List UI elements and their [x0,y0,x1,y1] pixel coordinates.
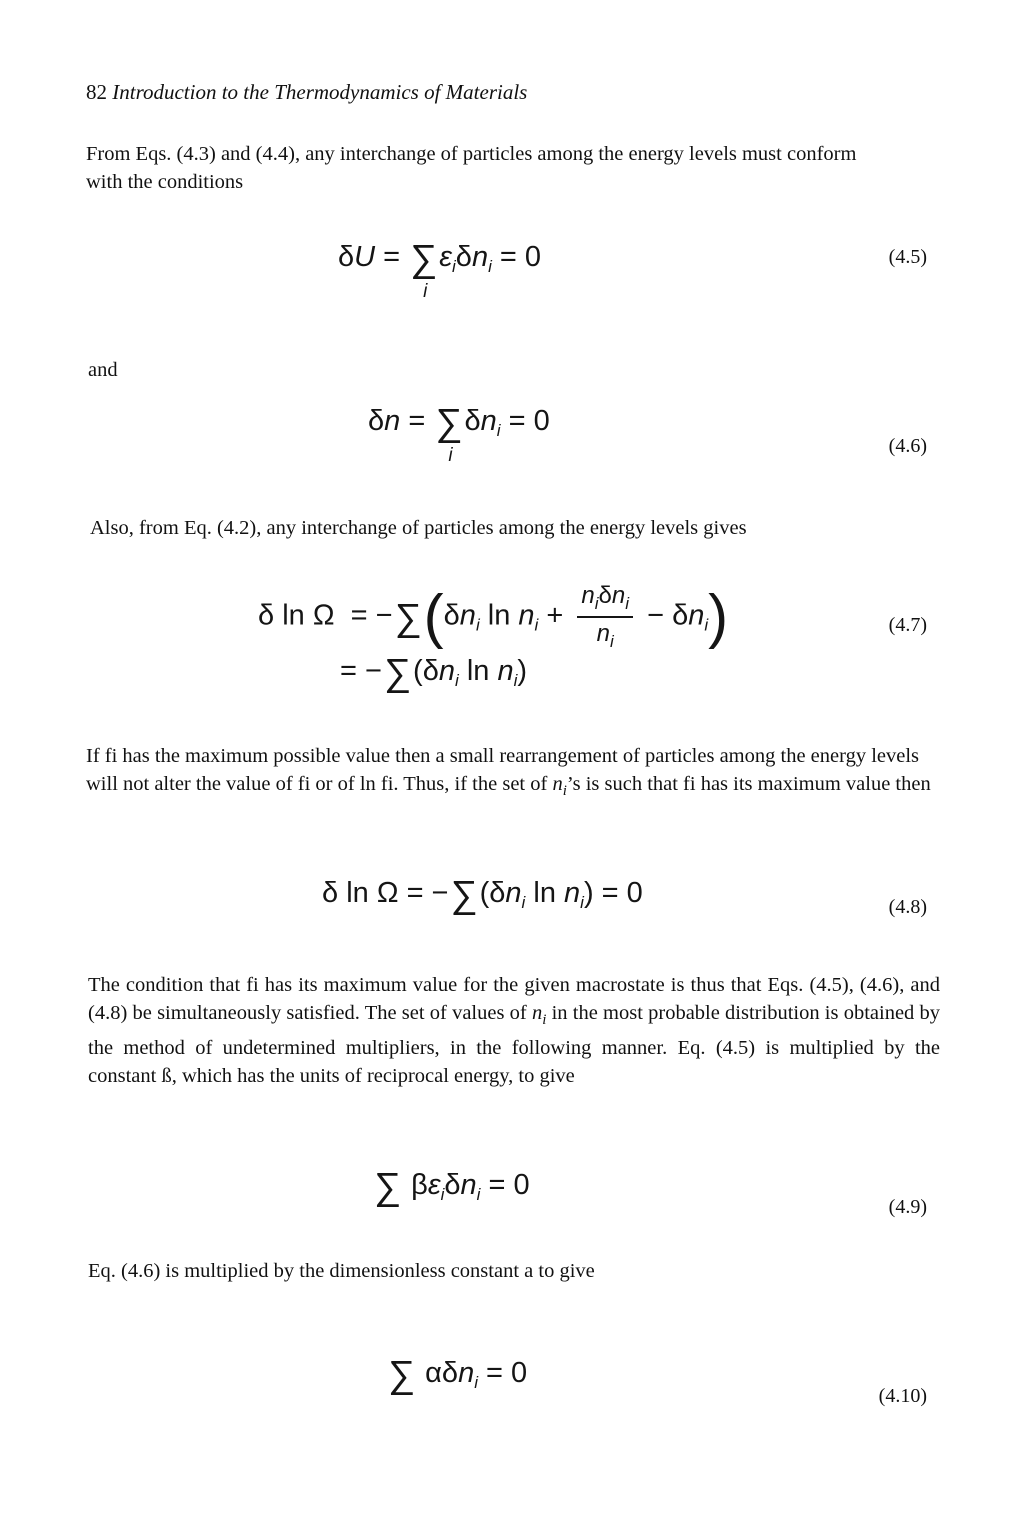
ni-symbol: $n_i$ [552,773,567,800]
paragraph-4-text-a: The condition that fi has its maximum value for the given macrostate is thus that Eqs. (4.5), (4.6), and (4.8) be simultaneously satisfied. The set of values of [88,974,940,1024]
connector-and: and [88,359,118,381]
equation-number-4-9: (4.9) [888,1196,927,1218]
paragraph-5: Eq. (4.6) is multiplied by the dimensionless constant a to give [88,1260,595,1282]
ni-symbol-2: $n_i$ [531,1002,547,1029]
equation-number-4-6: (4.6) [888,435,927,457]
equation-4-6: δn = ∑ i $\delta n_i = 0$ [368,402,550,466]
paragraph-2: Also, from Eq. (4.2), any interchange of particles among the energy levels gives [90,517,747,539]
equation-number-4-10: (4.10) [878,1385,927,1407]
book-title: Introduction to the Thermodynamics of Materials [112,80,528,104]
page-number: 82 [86,80,107,104]
running-head [86,80,527,105]
equation-4-7-line-2: = $-\sum(\delta n_i$ $\ln n_i$) [340,652,528,694]
equation-number-4-5: (4.5) [888,246,927,268]
paragraph-3-text-a: If fi has the maximum possible value then a small rearrangement of particles among the energy levels will not alter the value of fi or of ln fi. Thus, if the set of [86,745,920,795]
equation-4-7-line-1: δ $\ln \Omega = -\sum(\delta n_i$ $\ln n_i$ + $\frac{n_i\delta n_i}{n_i}$ − $\delta n_i$) [258,582,729,651]
paragraph-1: From Eqs. (4.3) and (4.4), any interchange of particles among the energy levels must conform with the conditions [86,143,857,193]
equation-4-9: ∑ $\beta\varepsilon_i\delta n_i = 0$ [374,1166,530,1208]
equation-4-10: ∑ αδn$_i$ = 0 [388,1354,528,1396]
equation-4-5: δU = ∑ i $\varepsilon_i\delta n_i = 0$ [338,238,542,302]
paragraph-3-text-b: ’s is such that fi has its maximum value then [566,773,931,795]
equation-number-4-7: (4.7) [888,614,927,636]
paragraph-4-text-b: in the most probable distribution is obtained by the method of undetermined multipliers, in the following manner. Eq. (4.5) is multiplied by the constant ß, which has the units of reciprocal energy, to give [88,1002,941,1088]
paragraph-4 [88,971,940,1090]
equation-4-8: δ $\ln \Omega = -\sum(\delta n_i$ $\ln n_i) = 0$ [322,874,643,916]
equation-number-4-8: (4.8) [888,896,927,918]
paragraph-3 [86,742,941,805]
